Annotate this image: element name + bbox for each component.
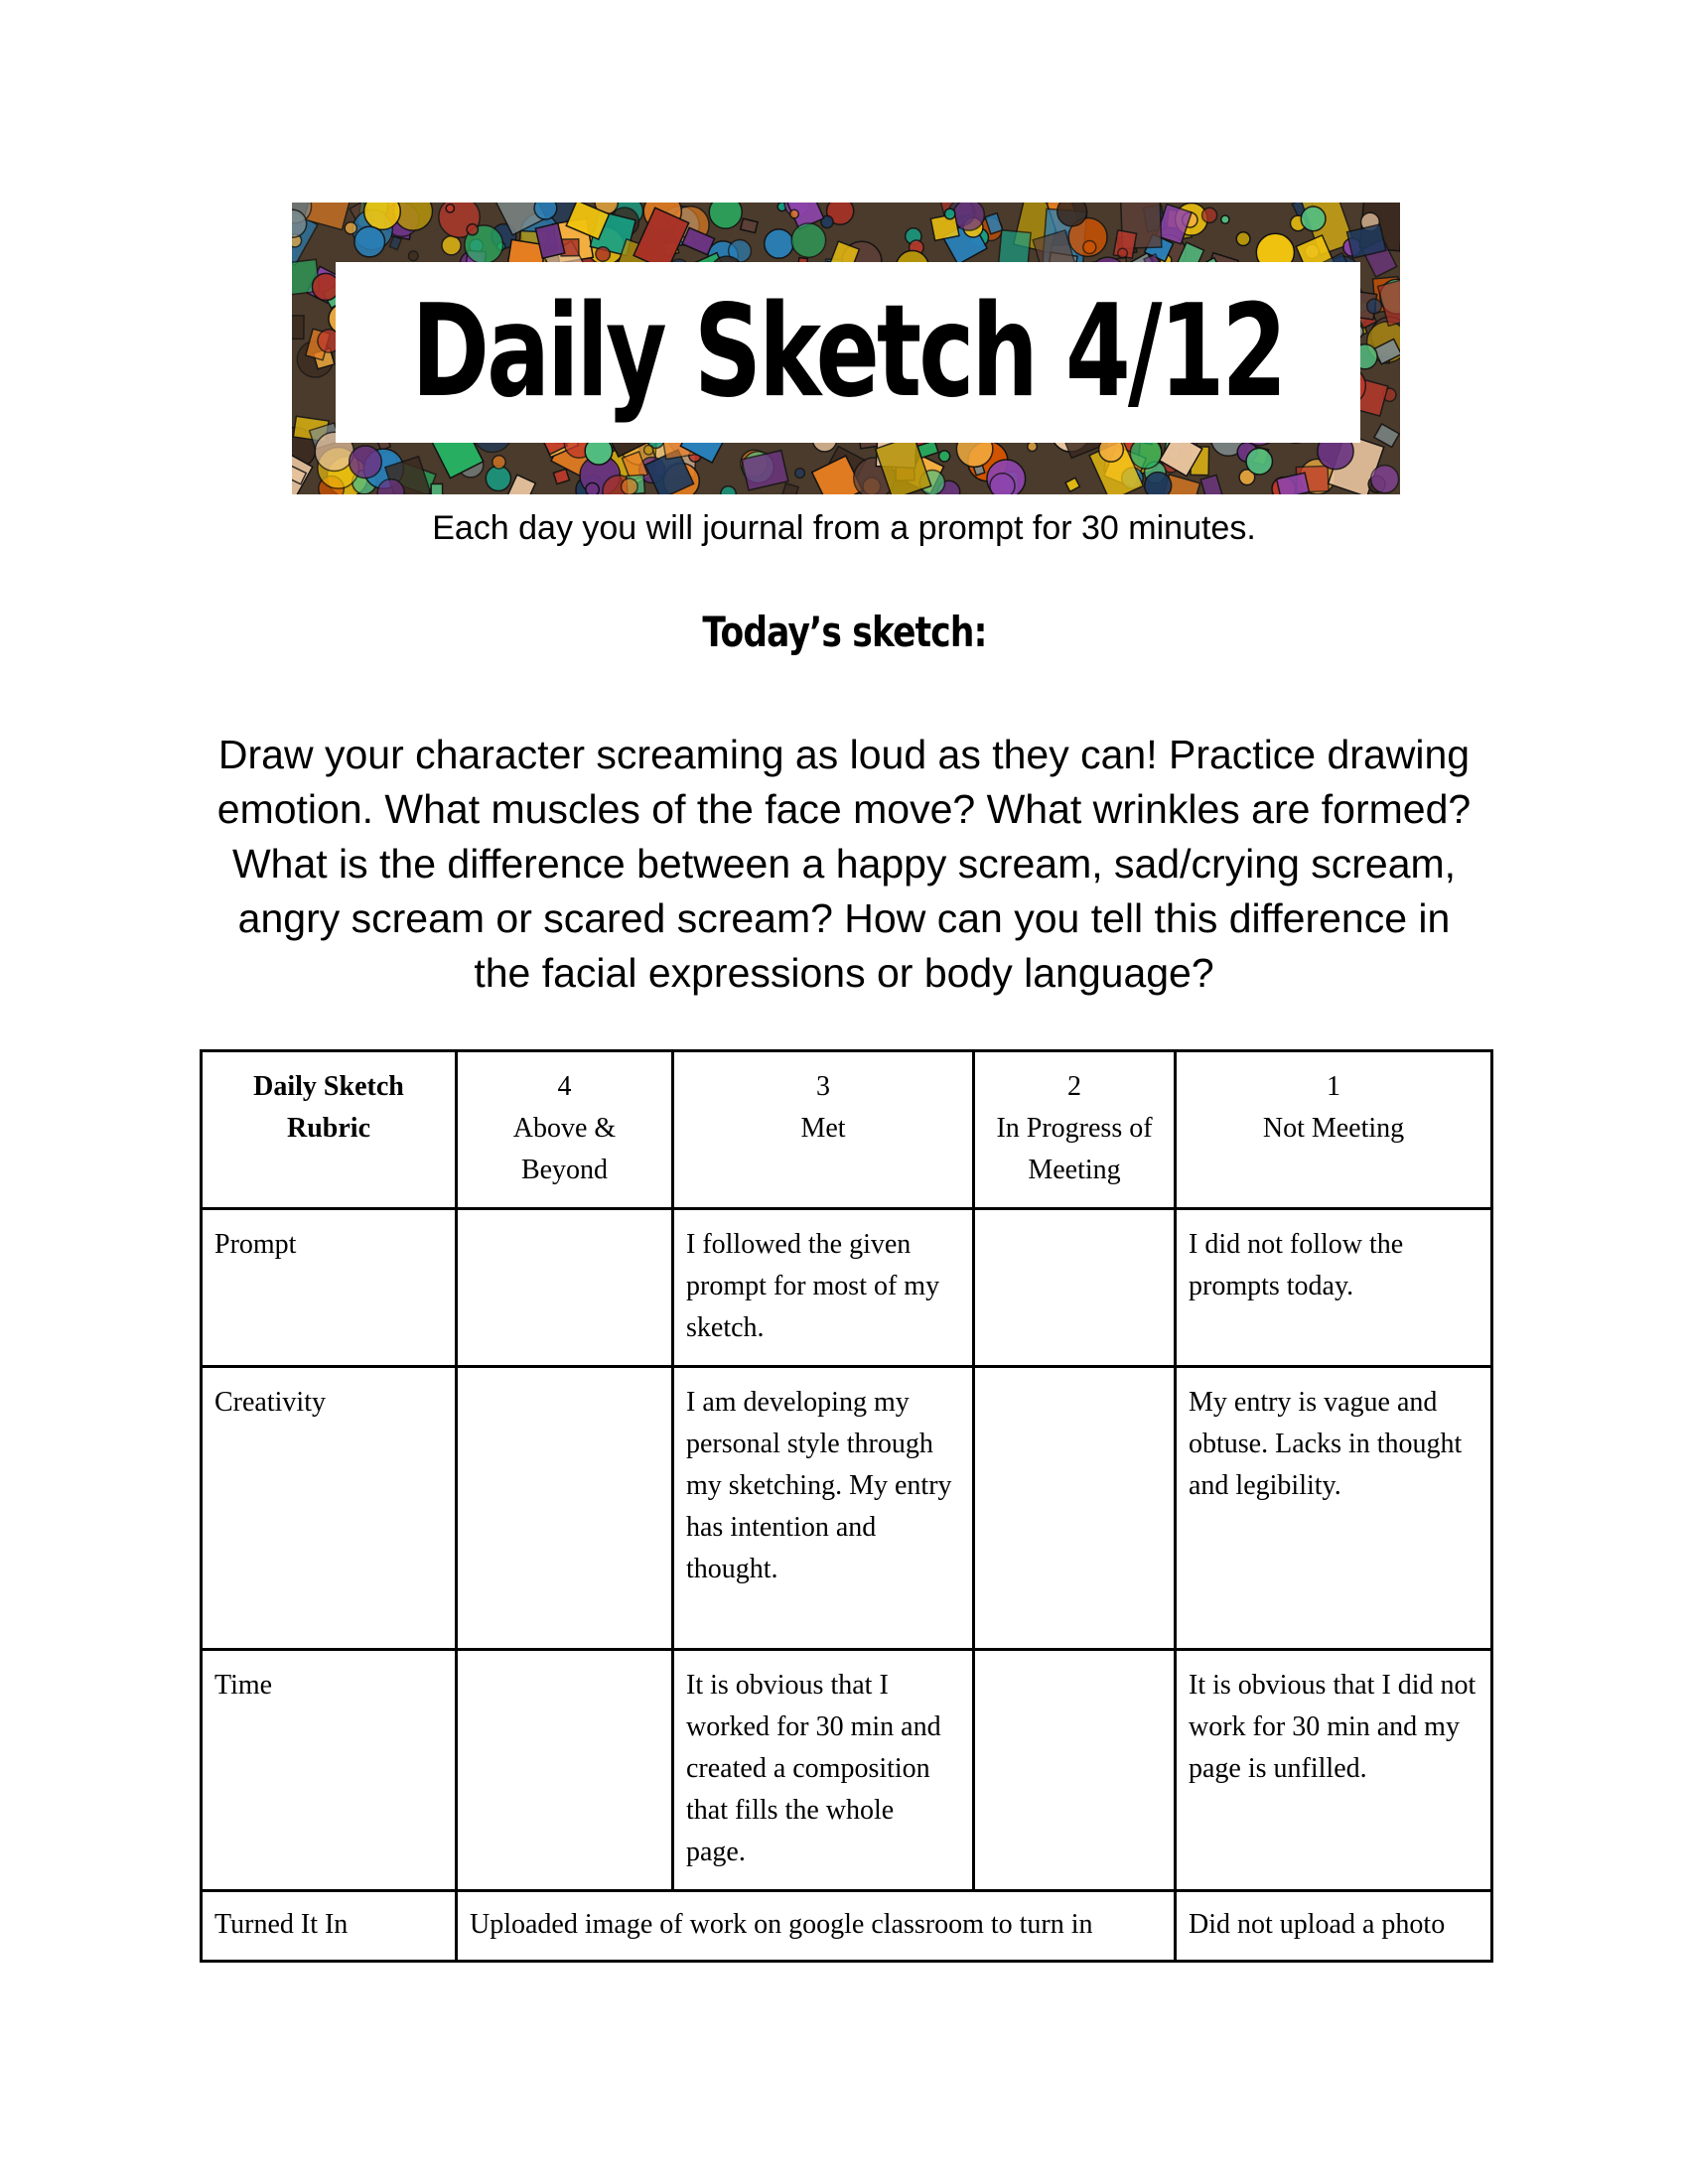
above-beyond-cell [457,1367,673,1650]
level-score: 1 [1327,1071,1340,1102]
in-progress-cell [974,1650,1176,1891]
not-meeting-cell: It is obvious that I did not work for 30 min and my page is unfilled. [1176,1650,1492,1891]
criterion-cell: Turned It In [202,1891,457,1962]
met-cell: I am developing my personal style through my sketching. My entry has intention and thought. [673,1367,974,1650]
level-header-3 [673,1051,974,1209]
not-meeting-cell: I did not follow the prompts today. [1176,1209,1492,1367]
level-label: Met [800,1113,846,1144]
criterion-cell: Time [202,1650,457,1891]
intro-text: Each day you will journal from a prompt for 30 minutes. [432,509,1256,547]
prompt-line: Draw your character screaming as loud as they can! Practice drawing [217,732,1471,777]
criterion-cell: Prompt [202,1209,457,1367]
rubric-title-line: Rubric [287,1113,370,1144]
met-cell: It is obvious that I worked for 30 min and created a composition that fills the whole page. [673,1650,974,1891]
prompt-line: the facial expressions or body language? [474,950,1214,996]
todays-sketch-heading [0,608,1688,656]
turned-in-met-cell: Uploaded image of work on google classroom to turn in [457,1891,1176,1962]
rubric-row-prompt [202,1209,1492,1367]
level-label: In Progress of [996,1113,1153,1144]
header-banner [292,203,1400,494]
level-label: Beyond [520,1155,609,1185]
level-score: 4 [557,1071,572,1102]
in-progress-cell [974,1367,1176,1650]
above-beyond-cell [457,1209,673,1367]
above-beyond-cell [457,1650,673,1891]
todays-sketch-heading-text: Today’s sketch: [701,608,987,656]
in-progress-cell [974,1209,1176,1367]
not-meeting-cell: Did not upload a photo [1176,1891,1492,1962]
level-header-4 [457,1051,673,1209]
not-meeting-cell: My entry is vague and obtuse. Lacks in thought and legibility. [1176,1367,1492,1650]
prompt-line: What is the difference between a happy scream, sad/crying scream, [231,841,1457,887]
prompt-line: angry scream or scared scream? How can you tell this difference in [237,895,1451,941]
banner-title-box [336,262,1360,443]
rubric-row-time [202,1650,1492,1891]
level-header-2 [974,1051,1176,1209]
rubric-row-creativity [202,1367,1492,1650]
level-label: Meeting [1028,1155,1121,1185]
level-label: Not Meeting [1262,1113,1405,1144]
met-cell: I followed the given prompt for most of my sketch. [673,1209,974,1367]
rubric-title-line: Daily Sketch [253,1071,404,1102]
level-header-1 [1176,1051,1492,1209]
criterion-cell: Creativity [202,1367,457,1650]
level-label: Above & [512,1113,617,1144]
sketch-prompt [189,728,1499,1001]
level-score: 2 [1067,1071,1081,1102]
level-score: 3 [816,1071,830,1102]
rubric-row-turned-it-in [202,1891,1492,1962]
prompt-line: emotion. What muscles of the face move? What wrinkles are formed? [216,786,1472,832]
rubric-header-row [202,1051,1492,1209]
rubric-title-cell [202,1051,457,1209]
rubric-table [200,1049,1493,1963]
banner-title: Daily Sketch 4/12 [411,278,1285,426]
